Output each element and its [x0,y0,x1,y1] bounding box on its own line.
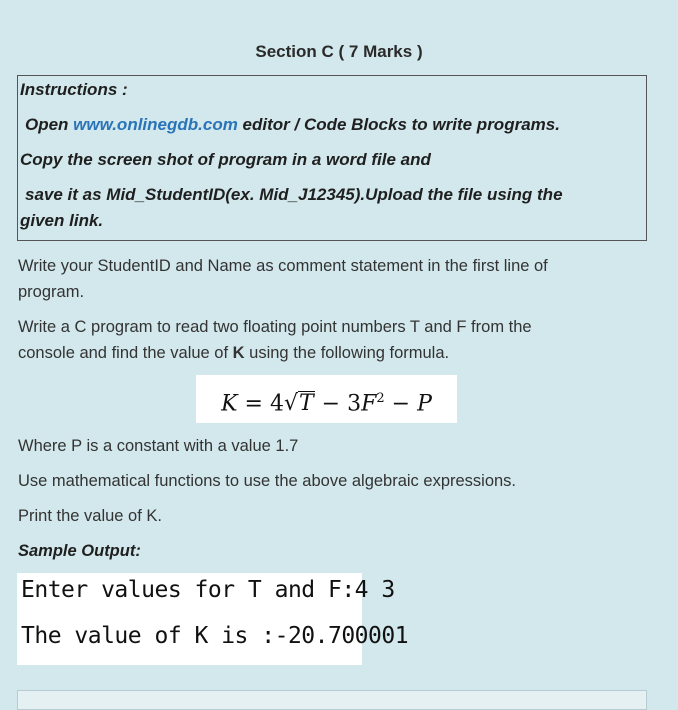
formula-exponent: 2 [376,391,385,406]
instructions-line-4: given link. [20,211,104,230]
instructions-line-1-suffix: editor / Code Blocks to write programs. [237,115,560,134]
instructions-box [17,75,647,241]
instructions-line-1 [25,115,560,135]
formula-radicand: T [299,391,314,417]
formula-mid: − 3 [314,391,362,417]
sample-output-image [17,573,409,665]
formula-var-f: F [361,391,377,417]
formula-lhs: K [221,391,238,417]
instructions-line-2: Copy the screen shot of program in a word file and [20,150,431,169]
paragraph-print: Print the value of K. [18,507,162,525]
paragraph-constant: Where P is a constant with a value 1.7 [18,437,299,455]
sample-output-line-1: Enter values for T and F:4 3 [21,577,395,603]
paragraph-studentid-line-2: program. [18,283,85,301]
formula-image [196,375,457,423]
paragraph-task-line-2-prefix: console and find the value of [18,344,233,362]
instructions-line-3: save it as Mid_StudentID(ex. Mid_J12345).Upload the file using the [25,185,563,204]
paragraph-studentid [18,253,548,305]
formula-tail: − [384,391,418,417]
paragraph-task-line-1: Write a C program to read two floating point numbers T and F from the [18,318,532,336]
sample-output-label: Sample Output: [18,542,141,560]
instructions-heading: Instructions : [20,80,128,99]
sample-output-line-2: The value of K is :-20.700001 [21,623,409,649]
paragraph-task [18,314,532,366]
next-content-box [17,690,647,710]
instructions-line-1-prefix: Open [25,115,74,134]
paragraph-functions: Use mathematical functions to use the above algebraic expressions. [18,472,517,490]
variable-k-bold: K [232,344,245,362]
formula-var-p: P [417,391,432,417]
onlinegdb-link[interactable]: www.onlinegdb.com [73,115,238,134]
section-title: Section C ( 7 Marks ) [255,42,423,61]
paragraph-task-line-2 [18,340,532,366]
paragraph-task-line-2-suffix: using the following formula. [244,344,450,362]
paragraph-studentid-line-1: Write your StudentID and Name as comment statement in the first line of [18,257,548,275]
sqrt-symbol: √T [283,391,314,417]
formula-eq: = 4 [237,391,284,417]
